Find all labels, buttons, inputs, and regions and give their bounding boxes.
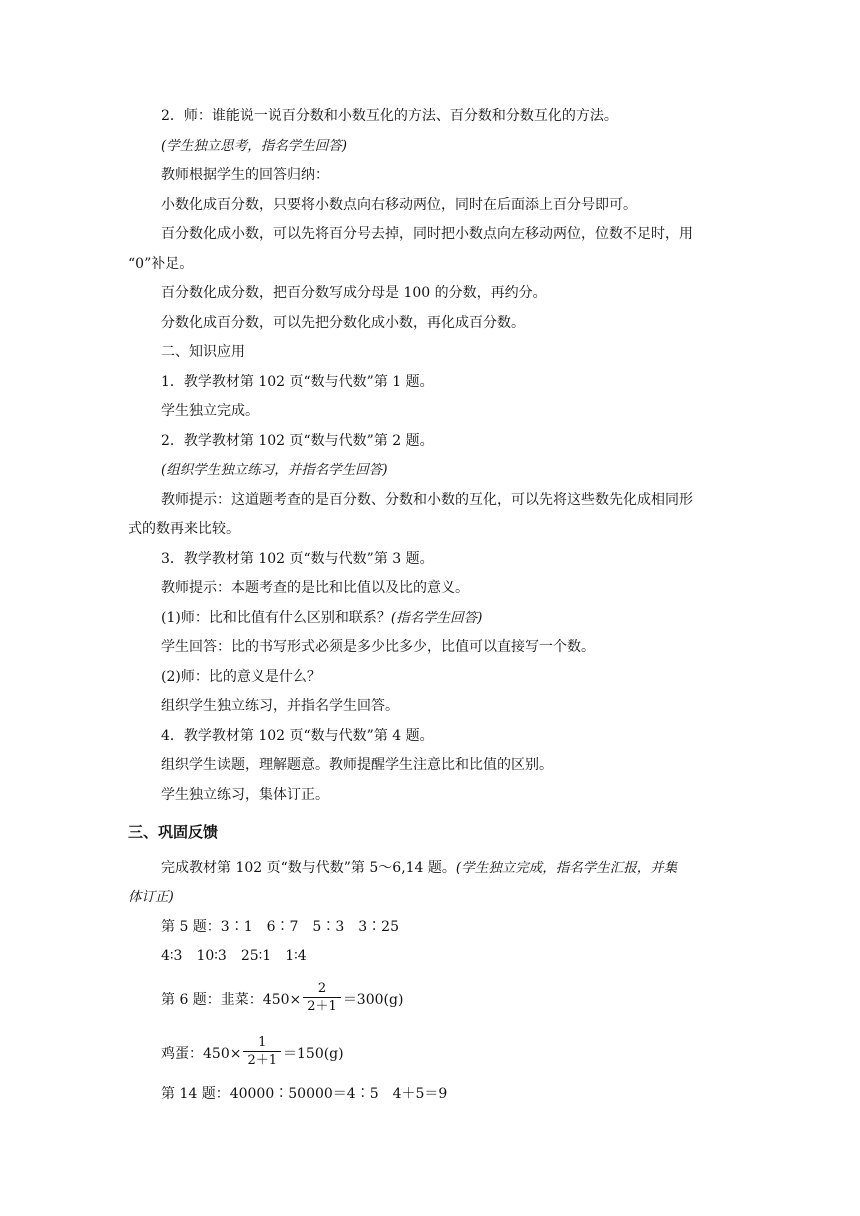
paragraph: 组织学生独立练习，并指名学生回答。 (161, 698, 399, 714)
paragraph: 学生回答：比的书写形式必须是多少比多少，比值可以直接写一个数。 (161, 639, 595, 655)
paragraph: 2．教学教材第 102 页“数与代数”第 2 题。 (161, 432, 434, 449)
paragraph: 分数化成百分数，可以先把分数化成小数，再化成百分数。 (161, 314, 525, 331)
paragraph: 3．教学教材第 102 页“数与代数”第 3 题。 (161, 550, 434, 567)
fraction-denominator: 2＋1 (243, 1051, 281, 1070)
paragraph: “0”补足。 (128, 255, 194, 272)
paragraph: 组织学生读题，理解题意。教师提醒学生注意比和比值的区别。 (161, 757, 553, 773)
section-heading: 二、知识应用 (161, 344, 245, 360)
paragraph: 第 14 题：40000∶50000＝4∶5 4＋5＝9 (161, 1085, 448, 1102)
formula-text: 鸡蛋：450× (161, 1045, 242, 1062)
paragraph: (学生独立思考，指名学生回答) (161, 137, 348, 154)
paragraph: 式的数再来比较。 (128, 521, 240, 537)
paragraph: 4∶3 10∶3 25∶1 1∶4 (161, 948, 307, 964)
paragraph: 教师提示：这道题考查的是百分数、分数和小数的互化，可以先将这些数先化成相同形 (161, 491, 693, 508)
paragraph: 学生独立练习，集体订正。 (161, 786, 329, 803)
paragraph: 学生独立完成。 (161, 403, 259, 419)
fraction-numerator: 1 (258, 1035, 267, 1050)
paragraph (128, 854, 732, 884)
paragraph: 百分数化成小数，可以先将百分号去掉，同时把小数点向左移动两位，位数不足时，用 (161, 226, 693, 242)
paragraph: 教师提示：本题考查的是比和比值以及比的意义。 (161, 580, 469, 596)
paragraph: (2)师：比的意义是什么？ (161, 668, 321, 685)
paragraph: 1．教学教材第 102 页“数与代数”第 1 题。 (161, 373, 434, 390)
section-heading: 三、巩固反馈 (128, 823, 219, 841)
paragraph-text: (1)师：比和比值有什么区别和联系？ (161, 609, 391, 626)
formula-text: 第 6 题：韭菜：450× (161, 991, 302, 1008)
paragraph: 2．师：谁能说一说百分数和小数互化的方法、百分数和分数互化的方法。 (161, 108, 618, 124)
formula-line (128, 972, 732, 1026)
paragraph: 第 5 题：3∶1 6∶7 5∶3 3∶25 (161, 918, 399, 935)
fraction (243, 1035, 281, 1070)
paragraph-note: (指名学生回答) (390, 609, 483, 626)
paragraph: (组织学生独立练习，并指名学生回答) (161, 462, 388, 478)
paragraph-text: 完成教材第 102 页“数与代数”第 5～6,14 题。 (161, 859, 456, 876)
fraction (303, 981, 341, 1016)
formula-text: ＝150(g) (283, 1045, 344, 1062)
paragraph: 百分数化成分数，把百分数写成分母是 100 的分数，再约分。 (161, 285, 547, 301)
paragraph: 教师根据学生的回答归纳： (161, 167, 329, 183)
paragraph: 4．教学教材第 102 页“数与代数”第 4 题。 (161, 727, 434, 744)
fraction-denominator: 2＋1 (303, 997, 341, 1016)
fraction-numerator: 2 (317, 981, 327, 996)
formula-text: ＝300(g) (342, 991, 404, 1008)
paragraph (128, 604, 732, 634)
paragraph: 体订正) (128, 889, 174, 905)
paragraph: 小数化成百分数，只要将小数点向右移动两位，同时在后面添上百分号即可。 (161, 196, 637, 213)
formula-line (128, 1026, 732, 1080)
paragraph-note: (学生独立完成，指名学生汇报，并集 (455, 859, 678, 876)
